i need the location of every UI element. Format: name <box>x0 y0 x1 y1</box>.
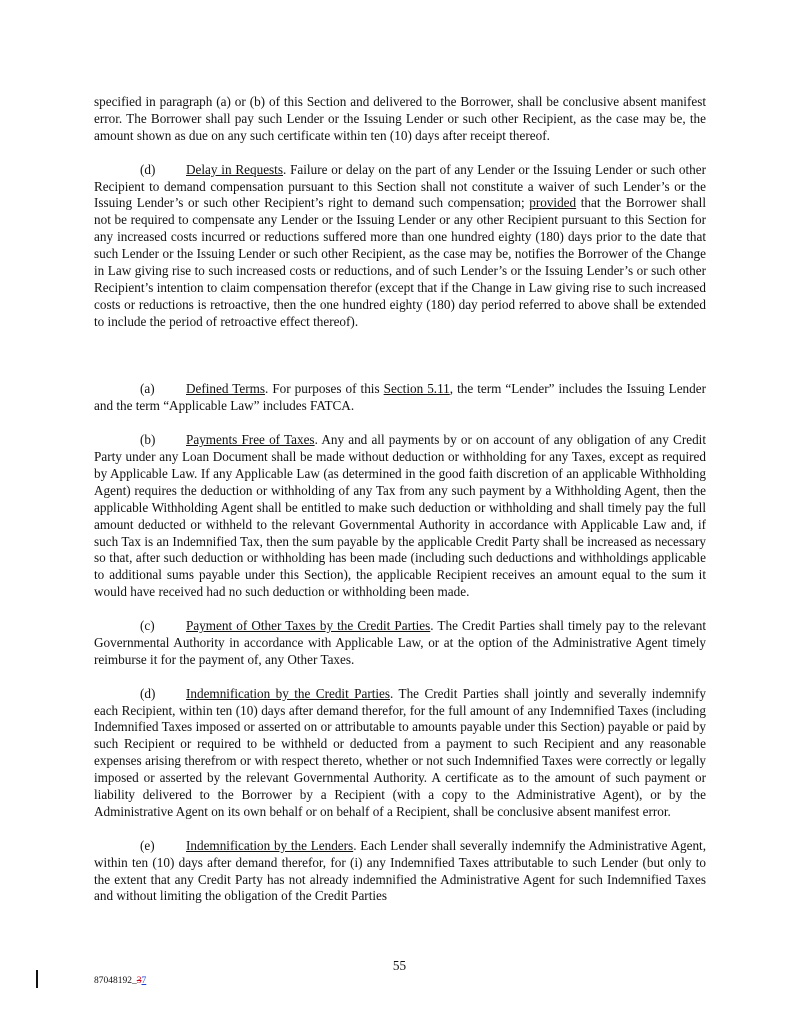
paragraph-label: (a) <box>140 381 155 397</box>
document-id-deleted: 3 <box>136 976 142 986</box>
paragraph-heading: Indemnification by the Credit Parties <box>186 685 391 701</box>
paragraph-heading: Payment of Other Taxes by the Credit Parties <box>186 618 431 634</box>
paragraph-label: (d) <box>140 685 156 701</box>
paragraph-body: , the term “Lender” includes the Issuing Lender and the term “Applicable Law” includes FATCA. <box>94 381 706 414</box>
paragraph-body: . The Credit Parties shall timely pay to the relevant Governmental Authority in accordance with Applicable Law, or at the option of the Administrative Agent timely reimburse it for the payment of, any Other Taxes. <box>94 618 706 667</box>
paragraph-payments-free-of-taxes <box>94 432 706 601</box>
paragraph-body: . The Credit Parties shall jointly and severally indemnify each Recipient, within ten (10) days after demand therefor, for the full amount of any Indemnified Taxes (including Indemnified Taxes imposed or asserted on or attributable to amounts payable under this Section) payable or paid by such Recipient or required to be withheld or deducted from a payment to such Recipient and any reasonable expenses arising therefrom or with respect thereto, whether or not such Indemnified Taxes were correctly or legally imposed or asserted by the relevant Governmental Authority. A certificate as to the amount of such payment or liability delivered to the Borrower by a Recipient (with a copy to the Administrative Agent), or by the Administrative Agent on its own behalf or on behalf of a Recipient, shall be conclusive absent manifest error. <box>94 685 706 819</box>
section-reference: Section 5.11 <box>383 381 450 397</box>
paragraph-indemnification-lenders <box>94 838 706 906</box>
document-id-inserted: 7 <box>141 976 147 986</box>
provided-term: provided <box>529 195 577 211</box>
paragraph-heading: Payments Free of Taxes <box>186 432 315 448</box>
document-id <box>94 976 146 986</box>
section-heading <box>94 348 706 365</box>
paragraph-payment-of-other-taxes <box>94 618 706 669</box>
paragraph-heading: Indemnification by the Lenders <box>186 837 354 853</box>
paragraph-continuation: specified in paragraph (a) or (b) of this Section and delivered to the Borrower, shall be conclusive absent manifest error. The Borrower shall pay such Lender or the Issuing Lender or such other Recipient, as the case may be, the amount shown as due on any such certificate within ten (10) days after receipt thereof. <box>94 94 706 143</box>
paragraph-label: (b) <box>140 432 156 448</box>
paragraph-label: (e) <box>140 837 155 853</box>
page-number: 55 <box>392 958 407 973</box>
paragraph-body: . For purposes of this <box>265 381 384 397</box>
paragraph-heading: Defined Terms <box>186 381 266 397</box>
change-bar <box>36 970 38 988</box>
paragraph-label: (d) <box>140 161 156 177</box>
document-id-base: 87048192_ <box>94 976 137 986</box>
paragraph-indemnification-credit-parties <box>94 686 706 821</box>
paragraph-body: that the Borrower shall not be required to compensate any Lender or the Issuing Lender or any other Recipient pursuant to this Section for any increased costs incurred or reductions suffered more than one hundred eighty (180) days prior to the date that such Lender or the Issuing Lender or such other Recipient, as the case may be, notifies the Borrower of the Change in Law giving rise to such increased costs or reductions, and of such Lender’s or the Issuing Lender’s or such other Recipient’s intention to claim compensation therefor (except that if the Change in Law giving rise to such increased costs or reductions is retroactive, then the one hundred eighty (180) day period referred to above shall be extended to include the period of retroactive effect thereof). <box>94 195 706 329</box>
paragraph-delay-in-requests <box>94 162 706 331</box>
paragraph-body: . Any and all payments by or on account of any obligation of any Credit Party under any Loan Document shall be made without deduction or withholding for any Taxes, except as required by Applicable Law. If any Applicable Law (as determined in the good faith discretion of an applicable Withholding Agent) requires the deduction or withholding of any Tax from any such payment by a Withholding Agent, then the applicable Withholding Agent shall be entitled to make such deduction or withholding and shall timely pay the full amount deducted or withheld to the relevant Governmental Authority in accordance with Applicable Law and, if such Tax is an Indemnified Tax, then the sum payable by the applicable Credit Party shall be increased as necessary so that, after such deduction or withholding has been made (including such deductions and withholdings applicable to additional sums payable under this Section), the applicable Recipient receives an amount equal to the sum it would have received had no such deduction or withholding been made. <box>94 432 707 600</box>
paragraph-label: (c) <box>140 618 155 634</box>
paragraph-body: . Failure or delay on the part of any Lender or the Issuing Lender or such other Recipient to demand compensation pursuant to this Section shall not constitute a waiver of such Lender’s or the Issuing Lender’s or such other Recipient’s right to demand such compensation; <box>94 161 706 211</box>
paragraph-defined-terms <box>94 381 706 415</box>
document-page <box>94 94 706 905</box>
paragraph-body: . Each Lender shall severally indemnify the Administrative Agent, within ten (10) days after demand therefor, for (i) any Indemnified Taxes attributable to such Lender (but only to the extent that any Credit Party has not already indemnified the Administrative Agent for such Indemnified Taxes and without limiting the obligation of the Credit Parties <box>94 837 707 904</box>
paragraph-heading: Delay in Requests <box>186 161 283 177</box>
